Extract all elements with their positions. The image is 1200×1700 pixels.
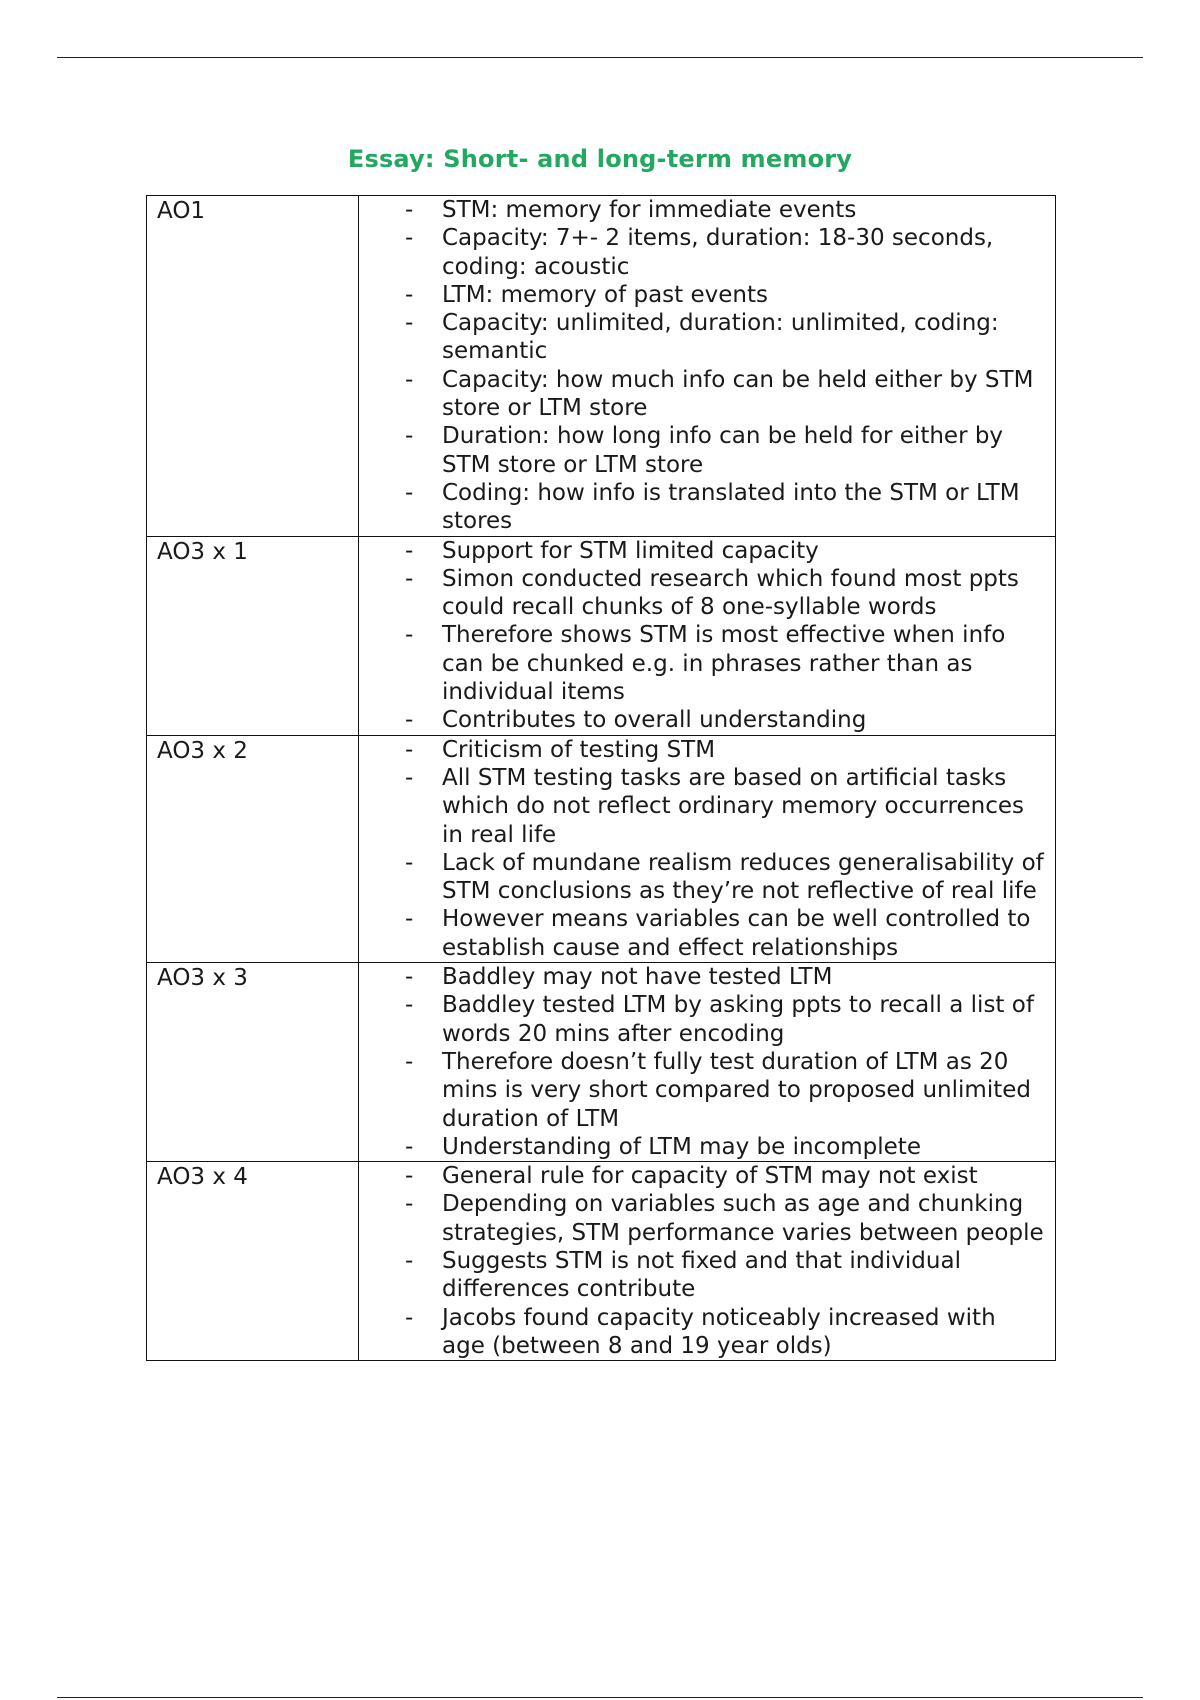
bullet-point: - General rule for capacity of STM may not exist (359, 1162, 1045, 1190)
row-content-cell (359, 735, 1056, 962)
row-label: AO3 x 2 (157, 737, 248, 764)
bullet-point: - Support for STM limited capacity (359, 537, 1045, 565)
essay-table (146, 195, 1056, 1361)
bullet-point: - Criticism of testing STM (359, 736, 1045, 764)
row-label-cell (147, 1162, 359, 1361)
row-content-cell (359, 536, 1056, 735)
table-row (147, 536, 1056, 735)
row-label: AO3 x 4 (157, 1164, 248, 1191)
bullet-point: - Baddley may not have tested LTM (359, 963, 1045, 991)
bullet-list (359, 537, 1045, 735)
bullet-point: - Coding: how info is translated into the STM or LTM stores (359, 479, 1045, 536)
bullet-point: - Therefore shows STM is most effective when info can be chunked e.g. in phrases rather than as individual items (359, 621, 1045, 706)
bullet-list (359, 1162, 1045, 1360)
row-content-cell (359, 196, 1056, 537)
row-label-cell (147, 536, 359, 735)
bullet-list (359, 736, 1045, 962)
bullet-list (359, 963, 1045, 1161)
bullet-point: - Duration: how long info can be held for either by STM store or LTM store (359, 422, 1045, 479)
bottom-rule (57, 1697, 1143, 1698)
bullet-point: - STM: memory for immediate events (359, 196, 1045, 224)
table-row (147, 196, 1056, 537)
row-label: AO1 (157, 198, 206, 224)
bullet-point: - Lack of mundane realism reduces generalisability of STM conclusions as they’re not reflective of real life (359, 849, 1045, 906)
row-label-cell (147, 735, 359, 962)
bullet-point: - Understanding of LTM may be incomplete (359, 1133, 1045, 1161)
essay-title: Essay: Short- and long-term memory (347, 145, 853, 173)
bullet-point: - All STM testing tasks are based on artificial tasks which do not reflect ordinary memory occurrences in real life (359, 764, 1045, 849)
row-content-cell (359, 1162, 1056, 1361)
bullet-point: - Contributes to overall understanding (359, 706, 1045, 734)
top-rule (57, 57, 1143, 58)
bullet-point: - Suggests STM is not fixed and that individual differences contribute (359, 1247, 1045, 1304)
row-label-cell (147, 196, 359, 537)
bullet-point: - However means variables can be well controlled to establish cause and effect relationships (359, 905, 1045, 962)
bullet-point: - Jacobs found capacity noticeably increased with age (between 8 and 19 year olds) (359, 1304, 1045, 1361)
bullet-point: - Therefore doesn’t fully test duration of LTM as 20 mins is very short compared to proposed unlimited duration of LTM (359, 1048, 1045, 1133)
row-content-cell (359, 963, 1056, 1162)
essay-table-body (147, 196, 1056, 1361)
bullet-point: - Capacity: unlimited, duration: unlimited, coding: semantic (359, 309, 1045, 366)
bullet-point: - LTM: memory of past events (359, 281, 1045, 309)
table-row (147, 735, 1056, 962)
row-label-cell (147, 963, 359, 1162)
bullet-point: - Capacity: 7+- 2 items, duration: 18-30 seconds, coding: acoustic (359, 224, 1045, 281)
table-row (147, 963, 1056, 1162)
bullet-point: - Depending on variables such as age and chunking strategies, STM performance varies between people (359, 1190, 1045, 1247)
table-row (147, 1162, 1056, 1361)
row-label: AO3 x 3 (157, 965, 248, 992)
bullet-point: - Capacity: how much info can be held either by STM store or LTM store (359, 366, 1045, 423)
bullet-list (359, 196, 1045, 536)
bullet-point: - Baddley tested LTM by asking ppts to recall a list of words 20 mins after encoding (359, 991, 1045, 1048)
row-label: AO3 x 1 (157, 538, 248, 565)
bullet-point: - Simon conducted research which found most ppts could recall chunks of 8 one-syllable words (359, 565, 1045, 622)
